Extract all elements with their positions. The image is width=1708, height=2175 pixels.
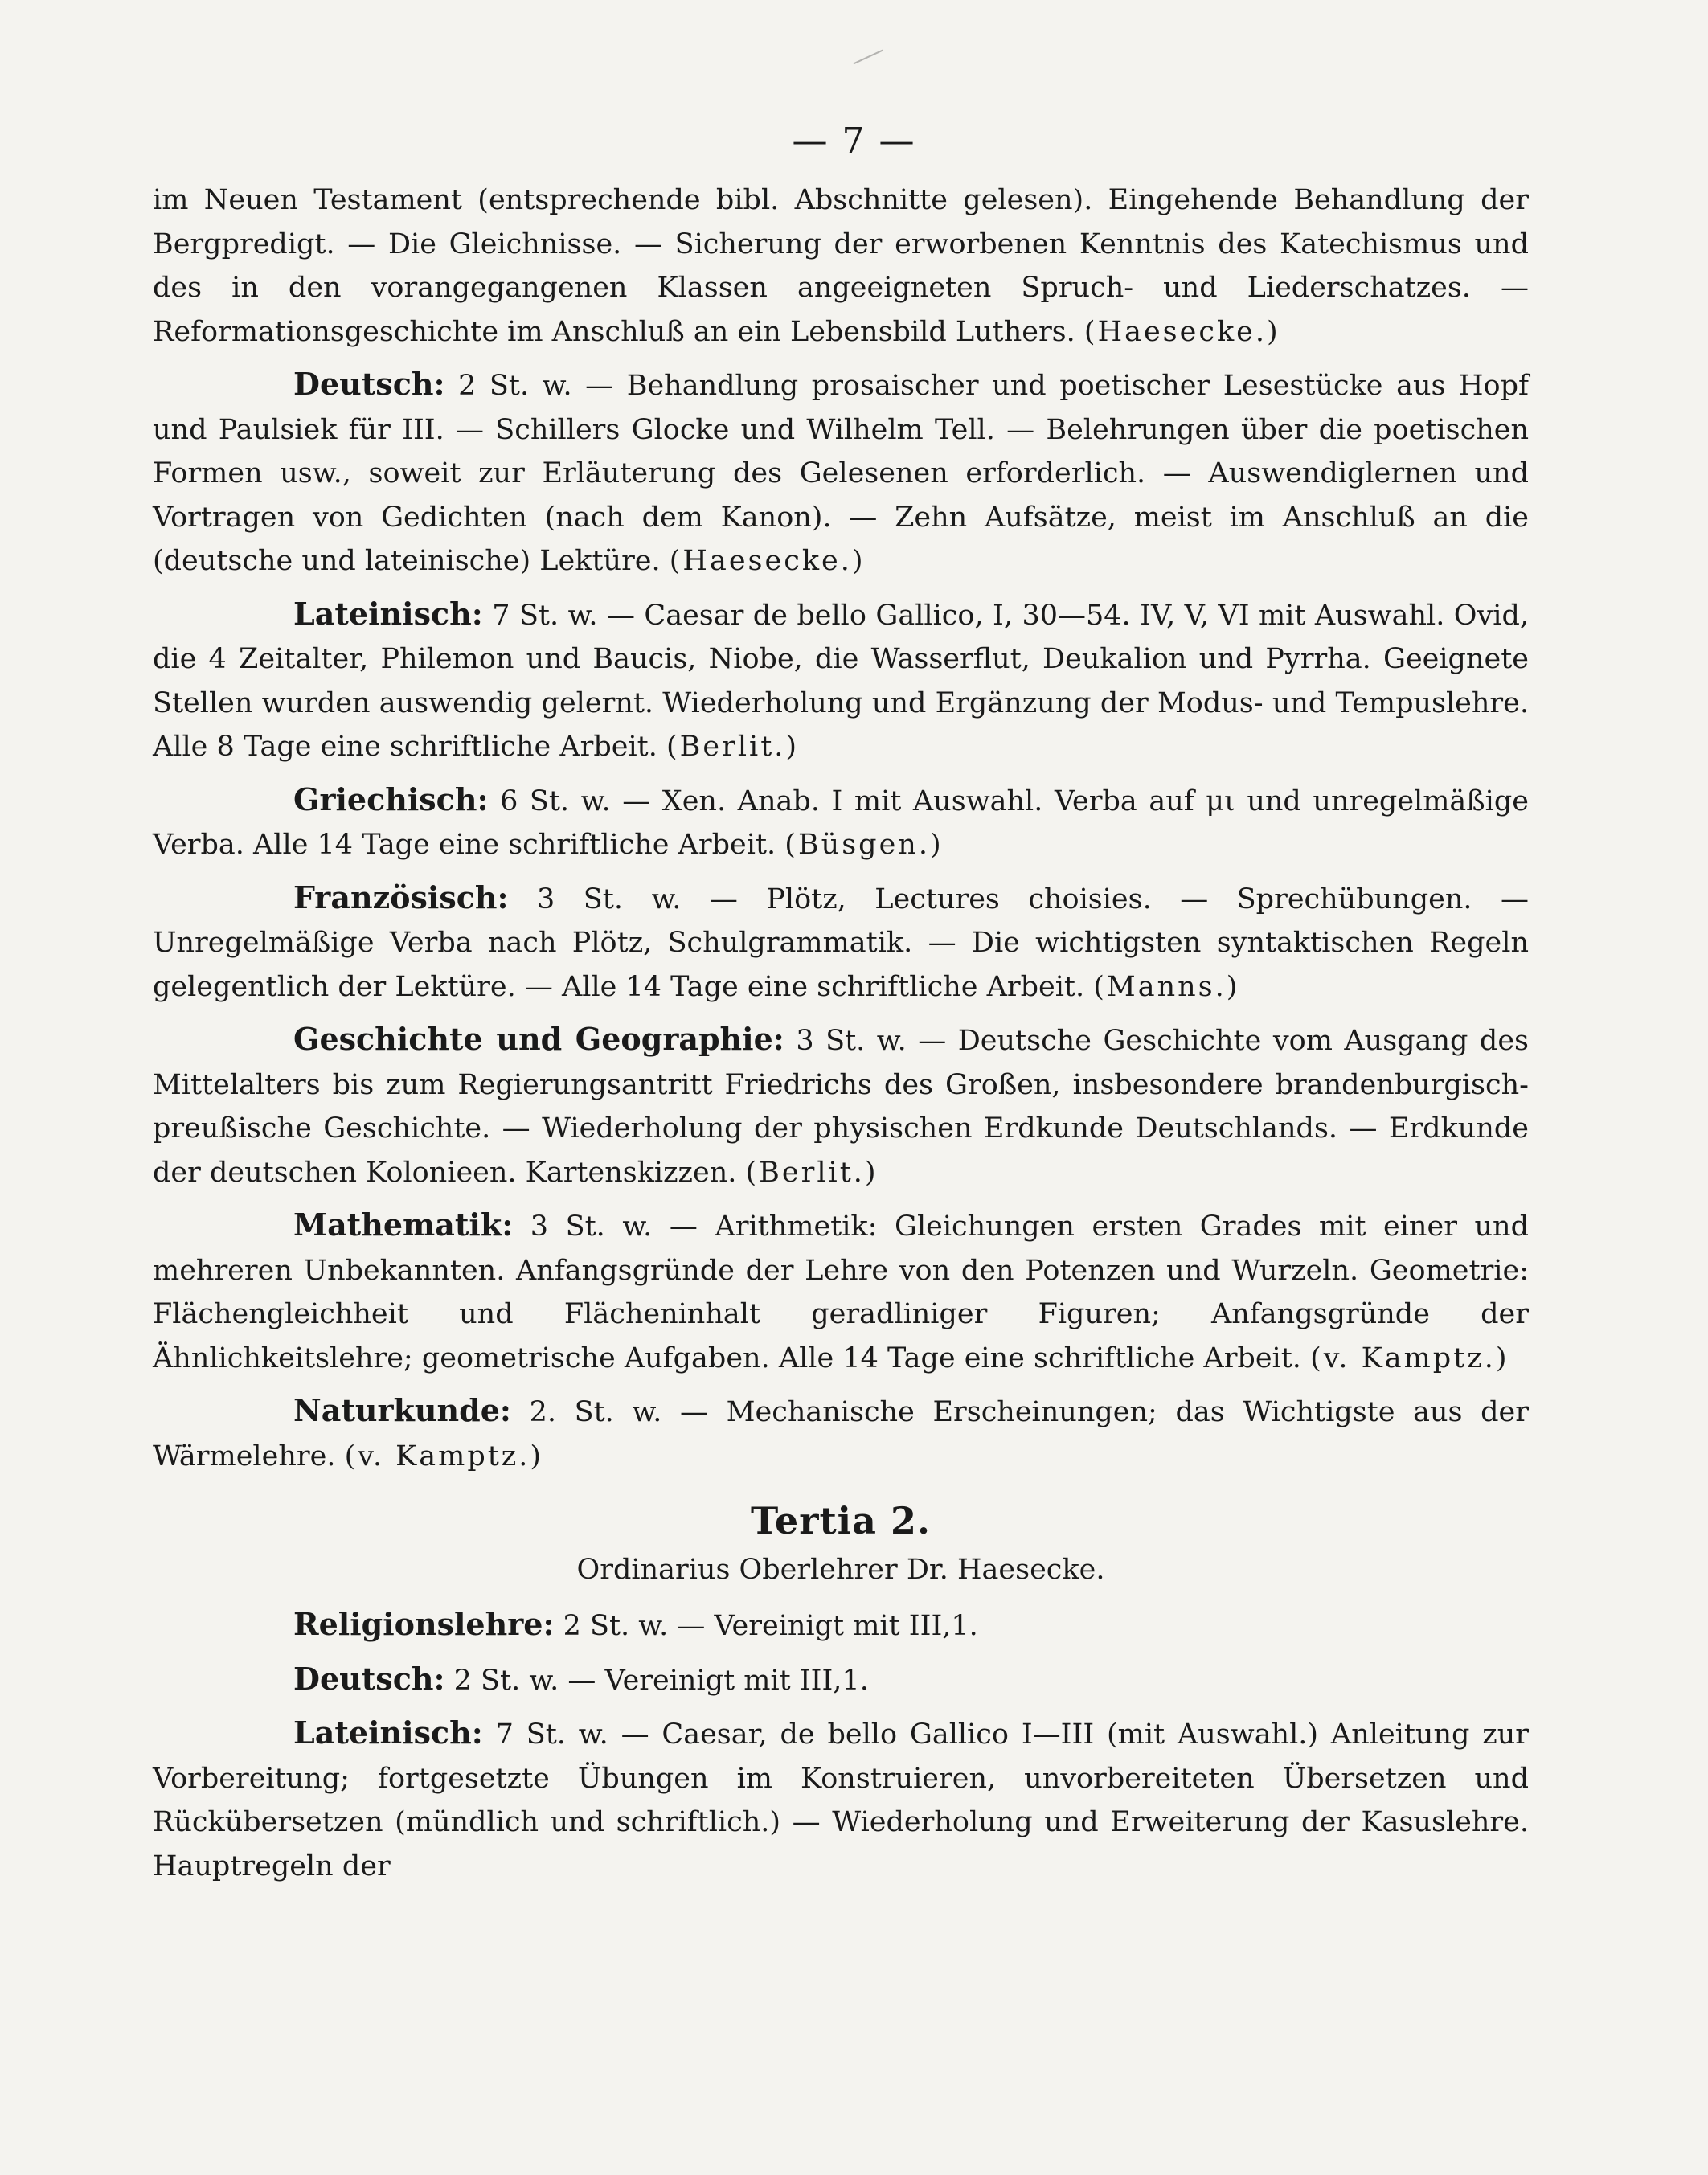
teacher-name: (Berlit.) — [666, 731, 800, 763]
paragraph-text: 2 St. w. — Behandlung prosaischer und poetischer Lesestücke aus Hopf und Paulsiek für III. — Schillers Glocke und Wilhelm Tell. — Belehrungen über die poetischen Formen usw., soweit zur Erläuterung des Gelesenen erforderlich. — Auswendiglernen und Vortragen von Gedichten (nach dem Kanon). — Zehn Aufsätze, meist im Anschluß an die (deutsche und lateinische) Lektüre. — [153, 370, 1529, 577]
paragraph-text: 3 St. w. — Deutsche Geschichte vom Ausgang des Mittelalters bis zum Regierungsantritt Friedrichs des Großen, insbesondere brandenburgisch-preußische Geschichte. — Wiederholung der physischen Erdkunde Deutschlands. — Erdkunde der deutschen Kolonieen. Kartenskizzen. — [153, 1025, 1529, 1189]
paragraph-deutsch-tertia2 — [153, 1657, 1529, 1703]
subject-heading: Religionslehre: — [293, 1606, 555, 1642]
subject-heading: Deutsch: — [293, 1660, 445, 1697]
paragraph-text: 2 St. w. — Vereinigt mit III,1. — [453, 1664, 869, 1697]
teacher-name: (Manns.) — [1093, 970, 1240, 1003]
paragraph-religion-continued — [153, 178, 1529, 354]
paragraph-naturkunde — [153, 1389, 1529, 1478]
paragraph-text: 6 St. w. — Xen. Anab. I mit Auswahl. Verba auf μι und unregelmäßige Verba. Alle 14 Tage eine schriftliche Arbeit. — [153, 784, 1529, 861]
paragraph-franzoesisch — [153, 876, 1529, 1010]
paragraph-text: 2. St. w. — Mechanische Erscheinungen; das Wichtigste aus der Wärmelehre. — [153, 1396, 1529, 1473]
paragraph-text: 2 St. w. — Vereinigt mit III,1. — [563, 1610, 978, 1642]
teacher-name: (Büsgen.) — [784, 829, 944, 861]
paragraph-religionslehre — [153, 1603, 1529, 1649]
teacher-name: (Berlit.) — [745, 1156, 879, 1189]
section-subtitle: Ordinarius Oberlehrer Dr. Haesecke. — [576, 1553, 1105, 1586]
paragraph-text: 7 St. w. — Caesar de bello Gallico, I, 30—54. IV, V, VI mit Auswahl. Ovid, die 4 Zeitalter, Philemon und Baucis, Niobe, die Wasserflut, Deukalion und Pyrrha. Geeignete Stellen wurden auswendig gelernt. Wiederholung und Ergänzung der Modus- und Tempuslehre. Alle 8 Tage eine schriftliche Arbeit. — [153, 599, 1529, 763]
paragraph-griechisch — [153, 778, 1529, 867]
paragraph-text: 7 St. w. — Caesar, de bello Gallico I—III (mit Auswahl.) Anleitung zur Vorbereitung; fortgesetzte Übungen im Konstruieren, unvorbereiteten Übersetzen und Rückübersetzen (mündlich und schriftlich.) — Wiederholung und Erweiterung der Kasuslehre. Hauptregeln der — [153, 1718, 1529, 1882]
subject-heading: Deutsch: — [293, 366, 445, 402]
subject-heading: Französisch: — [293, 879, 509, 915]
paragraph-lateinisch — [153, 592, 1529, 769]
teacher-name: (v. Kamptz.) — [1310, 1341, 1509, 1374]
teacher-name: (Haesecke.) — [669, 545, 866, 577]
paragraph-geschichte — [153, 1018, 1529, 1194]
teacher-name: (Haesecke.) — [1083, 315, 1280, 348]
paragraph-text: 3 St. w. — Arithmetik: Gleichungen ersten Grades mit einer und mehreren Unbekannten. Anfangsgründe der Lehre von den Potenzen und Wurzeln. Geometrie: Flächengleichheit und Flächeninhalt geradliniger Figuren; Anfangsgründe der Ähnlichkeitslehre; geometrische Aufgaben. Alle 14 Tage eine schriftliche Arbeit. — [153, 1210, 1529, 1374]
subject-heading: Geschichte und Geographie: — [293, 1021, 784, 1057]
subject-heading: Lateinisch: — [293, 1714, 483, 1751]
paragraph-deutsch — [153, 362, 1529, 584]
section-title: Tertia 2. — [750, 1499, 932, 1542]
subject-heading: Griechisch: — [293, 780, 489, 817]
subject-heading: Lateinisch: — [293, 595, 483, 632]
subject-heading: Naturkunde: — [293, 1392, 511, 1428]
page-content — [153, 178, 1529, 1897]
teacher-name: (v. Kamptz.) — [344, 1440, 544, 1473]
page-mark — [853, 50, 883, 65]
page-number: — 7 — — [792, 121, 916, 162]
paragraph-mathematik — [153, 1203, 1529, 1380]
subject-heading: Mathematik: — [293, 1206, 514, 1243]
paragraph-lateinisch-tertia2 — [153, 1711, 1529, 1888]
paragraph-text: 3 St. w. — Plötz, Lectures choisies. — Sprechübungen. — Unregelmäßige Verba nach Plötz, Schulgrammatik. — Die wichtigsten syntaktischen Regeln gelegentlich der Lektüre. — Alle 14 Tage eine schriftliche Arbeit. — [153, 883, 1529, 1003]
paragraph-text: im Neuen Testament (entsprechende bibl. Abschnitte gelesen). Eingehende Behandlung der Bergpredigt. — Die Gleichnisse. — Sicherung der erworbenen Kenntnis des Katechismus und des in den vorangegangenen Klassen angeeigneten Spruch- und Liederschatzes. — Reformationsgeschichte im Anschluß an ein Lebensbild Luthers. — [153, 184, 1529, 348]
